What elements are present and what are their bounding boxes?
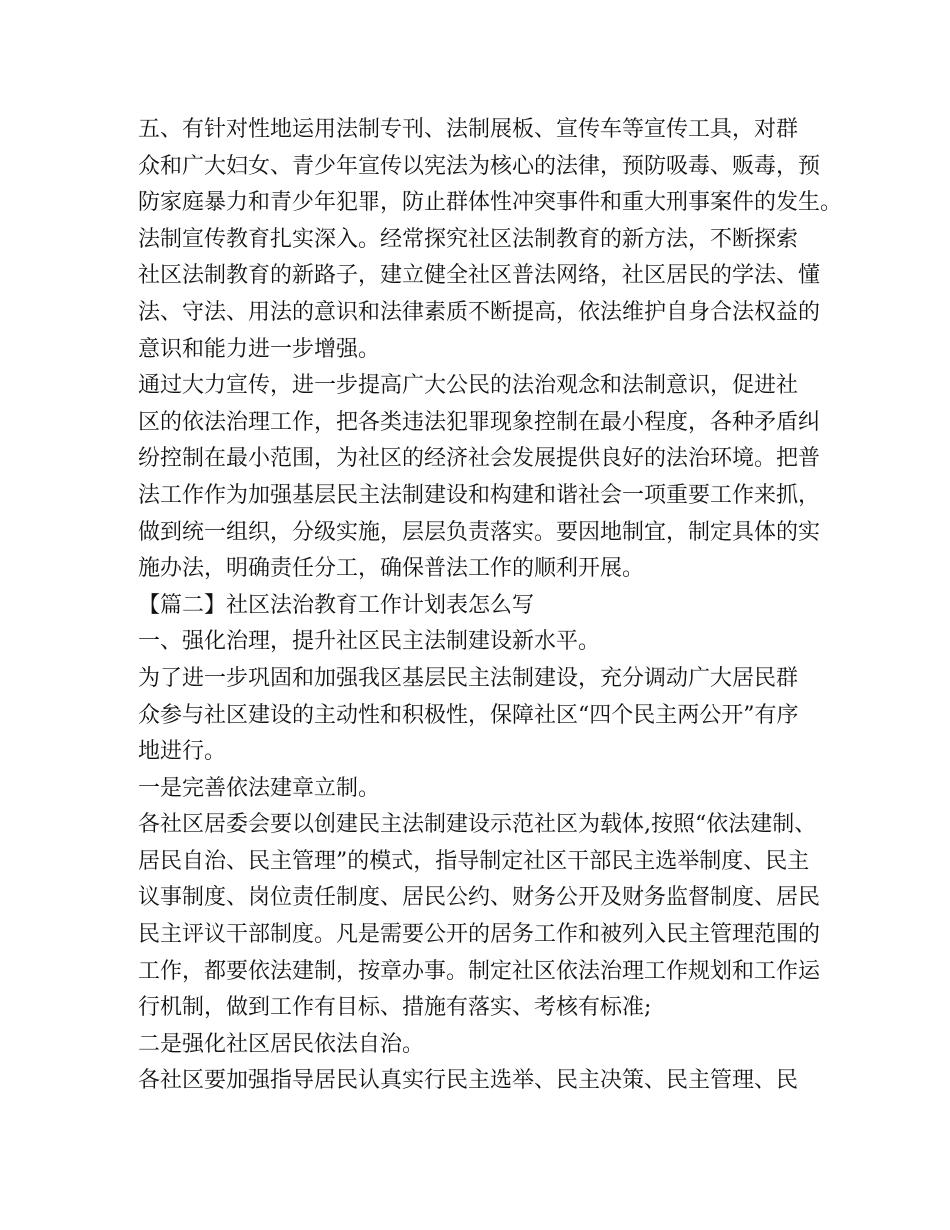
text-line: 防家庭暴力和青少年犯罪，防止群体性冲突事件和重大刑事案件的发生。 <box>138 190 843 216</box>
text-line: 意识和能力进一步增强。 <box>138 336 381 362</box>
text-line: 为了进一步巩固和加强我区基层民主法制建设，充分调动广大居民群 <box>138 665 799 691</box>
text-line: 一是完善依法建章立制。 <box>138 775 381 801</box>
text-line: 纷控制在最小范围，为社区的经济社会发展提供良好的法治环境。把普 <box>138 446 821 472</box>
text-line: 各社区要加强指导居民认真实行民主选举、民主决策、民主管理、民 <box>138 1068 799 1094</box>
text-line: 做到统一组织，分级实施，层层负责落实。要因地制宜，制定具体的实 <box>138 519 821 545</box>
text-line: 通过大力宣传，进一步提高广大公民的法治观念和法制意识，促进社 <box>138 373 799 399</box>
section-heading: 【篇二】社区法治教育工作计划表怎么写 <box>138 592 535 618</box>
text-line: 议事制度、岗位责任制度、居民公约、财务公开及财务监督制度、居民 <box>138 885 821 911</box>
text-line: 区的依法治理工作，把各类违法犯罪现象控制在最小程度，各种矛盾纠 <box>138 409 821 435</box>
text-line: 社区法制教育的新路子，建立健全社区普法网络，社区居民的学法、懂 <box>138 263 821 289</box>
text-line: 法、守法、用法的意识和法律素质不断提高，依法维护自身合法权益的 <box>138 299 821 325</box>
text-line: 工作，都要依法建制，按章办事。制定社区依法治理工作规划和工作运 <box>138 958 821 984</box>
text-line: 民主评议干部制度。凡是需要公开的居务工作和被列入民主管理范围的 <box>138 922 821 948</box>
document-body <box>138 112 843 1100</box>
text-line: 众和广大妇女、青少年宣传以宪法为核心的法律，预防吸毒、贩毒，预 <box>138 153 821 179</box>
text-line: 居民自治、民主管理”的模式，指导制定社区干部民主选举制度、民主 <box>138 848 810 874</box>
text-line: 五、有针对性地运用法制专刊、法制展板、宣传车等宣传工具，对群 <box>138 117 799 142</box>
text-line: 行机制，做到工作有目标、措施有落实、考核有标准; <box>138 995 652 1021</box>
text-line: 法制宣传教育扎实深入。经常探究社区法制教育的新方法，不断探索 <box>138 226 799 252</box>
text-line: 众参与社区建设的主动性和积极性，保障社区“四个民主两公开”有序 <box>138 702 799 728</box>
text-line: 地进行。 <box>138 739 227 765</box>
text-line: 各社区居委会要以创建民主法制建设示范社区为载体,按照“依法建制、 <box>138 812 817 838</box>
text-line: 一、强化治理，提升社区民主法制建设新水平。 <box>138 629 601 655</box>
text-line: 施办法，明确责任分工，确保普法工作的顺利开展。 <box>138 556 645 582</box>
text-line: 二是强化社区居民依法自治。 <box>138 1031 425 1057</box>
text-line: 法工作作为加强基层民主法制建设和构建和谐社会一项重要工作来抓， <box>138 482 821 508</box>
